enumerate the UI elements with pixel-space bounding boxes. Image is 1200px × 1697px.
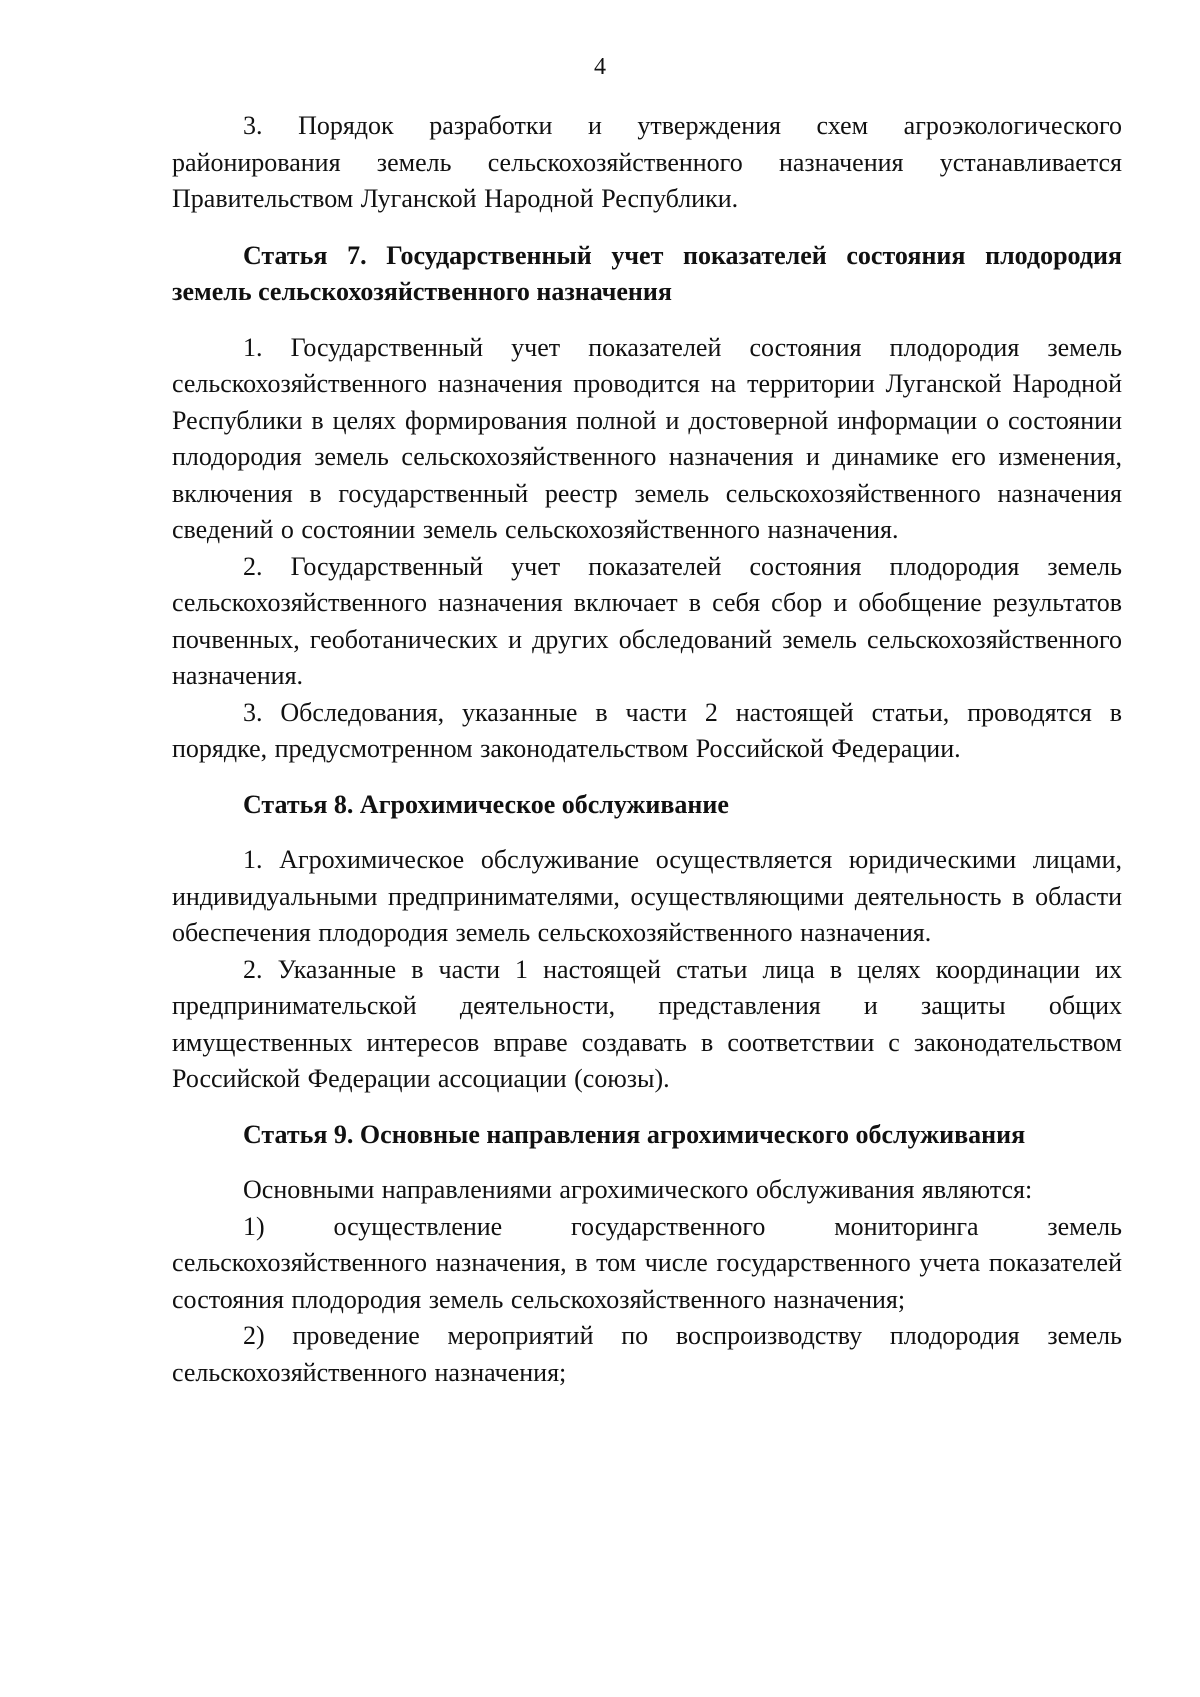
- document-body: [172, 108, 1122, 1391]
- article-9-intro: Основными направлениями агрохимического обслуживания являются:: [243, 1175, 1033, 1204]
- article-7-part-2: 2. Государственный учет показателей состояния плодородия земель сельскохозяйственного назначения включает в себя сбор и обобщение результатов почвенных, геоботанических и других обследований земель сельскохозяйственного назначения.: [172, 551, 1122, 690]
- article-8-part-2: 2. Указанные в части 1 настоящей статьи лица в целях координации их предпринимательской деятельности, представления и защиты общих имущественных интересов вправе создавать в соответствии с законодательством Российской Федерации ассоциации (союзы).: [172, 954, 1122, 1093]
- article-9-item-1: 1) осуществление государственного мониторинга земель сельскохозяйственного назначения, в том числе государственного учета показателей состояния плодородия земель сельскохозяйственного назначения;: [172, 1211, 1122, 1314]
- article-9-item-2: 2) проведение мероприятий по воспроизводству плодородия земель сельскохозяйственного назначения;: [172, 1321, 1122, 1387]
- article-6-part-3: 3. Порядок разработки и утверждения схем агроэкологического районирования земель сельскохозяйственного назначения устанавливается Правительством Луганской Народной Республики.: [172, 111, 1122, 213]
- page-number: 4: [594, 54, 606, 80]
- article-9-heading: Статья 9. Основные направления агрохимического обслуживания: [243, 1119, 1026, 1149]
- article-8-heading: Статья 8. Агрохимическое обслуживание: [243, 789, 729, 819]
- article-7-part-3: 3. Обследования, указанные в части 2 настоящей статьи, проводятся в порядке, предусмотренном законодательством Российской Федерации.: [172, 697, 1122, 763]
- article-7-heading: Статья 7. Государственный учет показателей состояния плодородия земель сельскохозяйственного назначения: [172, 240, 1122, 306]
- article-8-part-1: 1. Агрохимическое обслуживание осуществляется юридическими лицами, индивидуальными предпринимателями, осуществляющими деятельность в области обеспечения плодородия земель сельскохозяйственного назначения.: [172, 845, 1122, 947]
- article-7-part-1: 1. Государственный учет показателей состояния плодородия земель сельскохозяйственного назначения проводится на территории Луганской Народной Республики в целях формирования полной и достоверной информации о состоянии плодородия земель сельскохозяйственного назначения и динамике его изменения, включения в государственный реестр земель сельскохозяйственного назначения сведений о состоянии земель сельскохозяйственного назначения.: [172, 332, 1122, 544]
